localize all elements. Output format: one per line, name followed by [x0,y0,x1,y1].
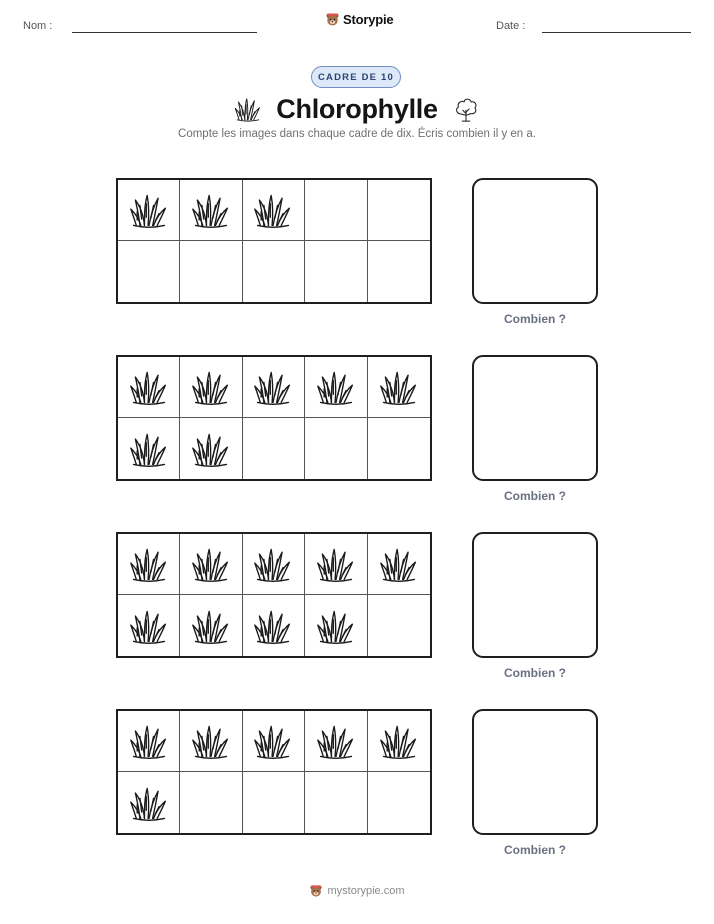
grass-icon [191,190,231,230]
brand-name: Storypie [343,12,394,27]
frame-cell [180,711,242,772]
frame-cell [368,418,430,479]
frame-cell [180,241,242,302]
grass-icon [379,544,419,584]
grass-icon [129,721,169,761]
name-label: Nom : [23,20,53,32]
grass-icon [253,721,293,761]
bear-mascot-icon [325,12,340,27]
frame-cell [305,772,367,833]
frame-cell [368,534,430,595]
grass-icon [253,544,293,584]
grass-icon [379,367,419,407]
frame-cell [243,534,305,595]
ten-frame [116,178,432,304]
answer-label: Combien ? [504,489,566,503]
grass-icon [253,190,293,230]
brand-logo [325,12,393,27]
page-title: Chlorophylle [276,93,438,124]
answer-label: Combien ? [504,843,566,857]
frame-cell [305,534,367,595]
frame-cell [180,595,242,656]
grass-icon [234,95,262,123]
frame-cell [368,711,430,772]
grass-icon [316,544,356,584]
frame-cell [368,595,430,656]
instructions: Compte les images dans chaque cadre de dix. Écris combien il y en a. [178,128,536,140]
grass-icon [253,367,293,407]
footer [0,884,714,898]
frame-cell [118,180,180,241]
frame-cell [180,534,242,595]
grass-icon [379,721,419,761]
grass-icon [316,606,356,646]
frame-cell [180,772,242,833]
frame-cell [180,418,242,479]
grass-icon [129,544,169,584]
frame-cell [118,534,180,595]
date-line[interactable] [542,32,691,33]
frame-cell [305,180,367,241]
title-row [0,92,714,126]
frame-cell [118,241,180,302]
category-badge: CADRE DE 10 [311,66,401,88]
frame-cell [368,357,430,418]
answer-label: Combien ? [504,312,566,326]
frame-cell [180,357,242,418]
frame-cell [243,595,305,656]
name-line[interactable] [72,32,257,33]
answer-label: Combien ? [504,666,566,680]
worksheet-header [0,0,714,50]
frame-cell [243,418,305,479]
frame-cell [305,241,367,302]
frame-cell [305,418,367,479]
grass-icon [129,367,169,407]
grass-icon [129,190,169,230]
grass-icon [191,429,231,469]
tree-icon [452,95,480,123]
grass-icon [253,606,293,646]
grass-icon [191,606,231,646]
footer-url: mystorypie.com [327,885,405,897]
grass-icon [316,367,356,407]
frame-cell [243,180,305,241]
frame-cell [368,180,430,241]
answer-box[interactable] [472,355,598,481]
ten-frame [116,709,432,835]
frame-cell [368,772,430,833]
answer-box[interactable] [472,178,598,304]
frame-cell [243,711,305,772]
frame-cell [180,180,242,241]
frame-cell [305,595,367,656]
frame-cell [368,241,430,302]
grass-icon [316,721,356,761]
frame-cell [118,357,180,418]
answer-box[interactable] [472,532,598,658]
grass-icon [191,367,231,407]
frame-cell [118,418,180,479]
grass-icon [191,721,231,761]
frame-cell [305,357,367,418]
ten-frame [116,532,432,658]
grass-icon [129,429,169,469]
frame-cell [243,772,305,833]
grass-icon [129,606,169,646]
ten-frame [116,355,432,481]
grass-icon [191,544,231,584]
date-label: Date : [496,20,526,32]
frame-cell [118,711,180,772]
frame-cell [243,357,305,418]
frame-cell [305,711,367,772]
frame-cell [118,595,180,656]
bear-mascot-icon [309,884,323,898]
frame-cell [118,772,180,833]
answer-box[interactable] [472,709,598,835]
frame-cell [243,241,305,302]
grass-icon [129,783,169,823]
